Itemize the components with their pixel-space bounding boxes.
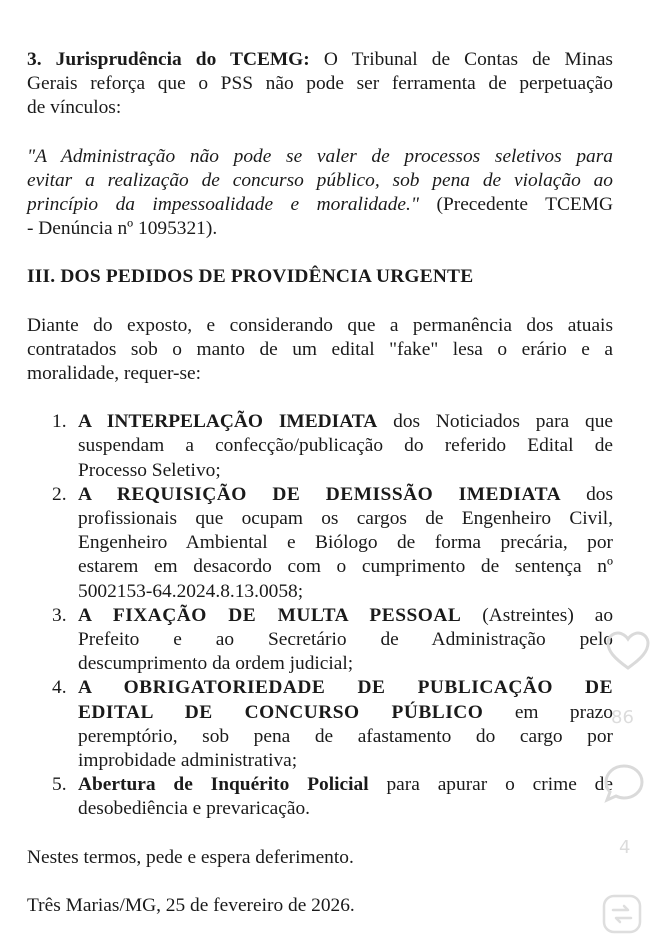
item-line xyxy=(78,604,613,628)
item-number: 1. xyxy=(52,411,67,433)
place-date: Três Marias/MG, 25 de fevereiro de 2026. xyxy=(27,894,355,916)
quote-italic-end: princípio da impessoalidade e moralidade." xyxy=(27,194,420,216)
heart-icon[interactable] xyxy=(604,628,652,676)
item-line: Processo Seletivo; xyxy=(78,459,221,481)
item-line xyxy=(78,410,613,434)
item-number: 3. xyxy=(52,604,67,626)
like-count: 86 xyxy=(611,707,634,728)
list-item xyxy=(27,676,613,773)
item-line: 5002153-64.2024.8.13.0058; xyxy=(78,580,304,602)
item-bold: A OBRIGATORIEDADE DE PUBLICAÇÃO DE xyxy=(78,677,613,699)
precedent-quote xyxy=(27,145,613,242)
comment-count: 4 xyxy=(619,837,631,858)
comment-icon[interactable] xyxy=(600,760,648,808)
jurisprudence-line-1 xyxy=(27,48,613,72)
item-text: para apurar o crime de xyxy=(386,774,613,796)
item-line: Engenheiro Ambiental e Biólogo de forma precária, por xyxy=(78,532,613,554)
item-bold: A INTERPELAÇÃO IMEDIATA xyxy=(78,411,378,433)
list-item xyxy=(27,773,613,821)
document-page xyxy=(27,48,613,918)
section-heading: III. DOS PEDIDOS DE PROVIDÊNCIA URGENTE xyxy=(27,266,474,288)
repost-icon[interactable] xyxy=(598,890,646,938)
item-bold: A REQUISIÇÃO DE DEMISSÃO IMEDIATA xyxy=(78,483,562,505)
item-bold: A FIXAÇÃO DE MULTA PESSOAL xyxy=(78,604,462,626)
intro-line-1: Diante do exposto, e considerando que a permanência dos atuais xyxy=(27,314,613,336)
list-item xyxy=(27,604,613,677)
item-text: (Astreintes) ao xyxy=(482,604,614,626)
item-line: Prefeito e ao Secretário de Administração pelo xyxy=(78,629,613,651)
intro-line-2: contratados sob o manto de um edital "fake" lesa o erário e a xyxy=(27,338,613,360)
item-line: peremptório, sob pena de afastamento do cargo por xyxy=(78,725,613,747)
item-number: 2. xyxy=(52,483,67,505)
quote-line-4: - Denúncia nº 1095321). xyxy=(27,218,218,240)
item-line xyxy=(78,701,613,725)
item-text: dos Noticiados para que xyxy=(393,411,613,433)
closing-line: Nestes termos, pede e espera deferimento. xyxy=(27,846,354,868)
precedent-reference: (Precedente TCEMG xyxy=(436,194,613,216)
item-line: descumprimento da ordem judicial; xyxy=(78,653,354,675)
jurisprudence-line-3: de vínculos: xyxy=(27,97,122,119)
item-line: suspendam a confecção/publicação do referido Edital de xyxy=(78,435,613,457)
item-line: improbidade administrativa; xyxy=(78,750,298,772)
requests-list xyxy=(27,410,613,821)
item-line xyxy=(78,483,613,507)
jurisprudence-text: O Tribunal de Contas de Minas xyxy=(323,49,613,70)
item-bold: Abertura de Inquérito Policial xyxy=(78,774,369,796)
list-item xyxy=(27,483,613,604)
jurisprudence-title: 3. Jurisprudência do TCEMG: xyxy=(27,49,310,70)
item-line xyxy=(78,773,613,797)
quote-line-3 xyxy=(27,193,613,217)
item-line: estarem em desacordo com o cumprimento de sentença nº xyxy=(78,556,613,578)
item-line: desobediência e prevaricação. xyxy=(78,798,311,820)
quote-line-2: evitar a realização de concurso público, sob pena de violação ao xyxy=(27,169,613,191)
intro-paragraph xyxy=(27,314,613,387)
item-number: 5. xyxy=(52,774,67,796)
item-text: em prazo xyxy=(514,701,613,723)
item-line: profissionais que ocupam os cargos de Engenheiro Civil, xyxy=(78,508,613,530)
item-text: dos xyxy=(586,483,613,505)
intro-line-3: moralidade, requer-se: xyxy=(27,363,202,385)
quote-line-1: "A Administração não pode se valer de processos seletivos para xyxy=(27,145,613,167)
item-number: 4. xyxy=(52,677,67,699)
item-bold: EDITAL DE CONCURSO PÚBLICO xyxy=(78,701,484,723)
jurisprudence-line-2: Gerais reforça que o PSS não pode ser ferramenta de perpetuação xyxy=(27,73,613,95)
section-jurisprudence xyxy=(27,48,613,121)
list-item xyxy=(27,410,613,483)
